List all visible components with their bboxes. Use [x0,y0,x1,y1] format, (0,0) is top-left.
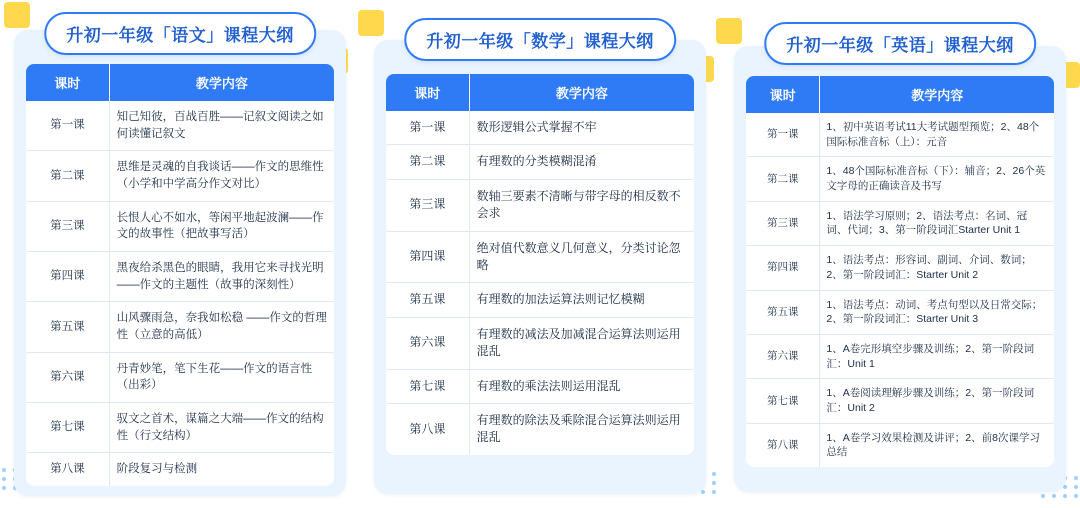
cell-content: 长恨人心不如水，等闲平地起波澜——作文的故事性（把故事写活） [109,201,334,251]
cell-content: 数形逻辑公式掌握不牢 [469,111,694,145]
syllabus-table-math [386,74,694,455]
cell-lesson: 第六课 [26,352,109,402]
table-row [26,352,334,402]
cell-content: 有理数的分类模糊混淆 [469,145,694,179]
cell-content: 山风骤雨急，奈我如松稳 ——作文的哲理性（立意的高低） [109,302,334,352]
cell-lesson: 第一课 [26,101,109,151]
cell-content: 有理数的加法运算法则记忆模糊 [469,283,694,317]
table-row [746,290,1054,334]
cell-lesson: 第四课 [386,231,469,283]
cell-content: 1、A卷阅读理解步骤及训练；2、第一阶段词汇：Unit 2 [820,379,1054,423]
table-row [386,111,694,145]
table-row [26,403,334,453]
cell-lesson: 第二课 [746,157,820,201]
decorative-square [358,10,384,36]
table-row [386,145,694,179]
cell-content: 丹青妙笔，笔下生花——作文的语言性（出彩） [109,352,334,402]
table-row [386,317,694,369]
cell-content: 阶段复习与检测 [116,463,198,476]
cell-content: 驭文之首术，谋篇之大端——作文的结构性（行文结构） [109,403,334,453]
cell-content: 1、初中英语考试11大考试题型预览；2、48个国际标准音标（上）：元音 [820,113,1054,157]
syllabus-table-english [746,76,1054,467]
cell-lesson: 第五课 [746,290,820,334]
cell-lesson: 第七课 [746,379,820,423]
cell-content: 黑夜给杀黑色的眼睛，我用它来寻找光明——作文的主题性（故事的深刻性） [109,252,334,302]
table-row [26,201,334,251]
decorative-square [716,18,742,44]
cell-lesson: 第二课 [26,151,109,201]
card-title-text: 升初一年级「语文」课程大纲 [66,26,294,45]
column-header-lesson: 课时 [26,64,109,101]
table-header-row [746,76,1054,113]
cell-content: 1、语法考点：形容词、副词、介词、数词；2、第一阶段词汇：Starter Unit 2 [820,246,1054,290]
table-row [746,334,1054,378]
cell-lesson: 第八课 [26,453,109,486]
cell-content: 有理数的减法及加减混合运算法则运用混乱 [469,317,694,369]
cell-content: 有理数的除法及乘除混合运算法则运用混乱 [476,412,681,445]
table-row [746,379,1054,423]
cell-lesson: 第七课 [386,369,469,403]
cell-content: 思维是灵魂的自我谈话——作文的思维性（小学和中学高分作文对比） [109,151,334,201]
cell-lesson: 第一课 [386,111,469,145]
table-row [26,252,334,302]
cell-lesson: 第一课 [746,113,820,157]
column-header-lesson: 课时 [746,76,820,113]
column-header-lesson: 课时 [386,74,469,111]
cell-lesson: 第六课 [746,334,820,378]
cell-content: 绝对值代数意义几何意义，分类讨论忽略 [469,231,694,283]
decorative-square [4,2,30,28]
column-header-content: 教学内容 [820,76,1054,113]
table-row [26,151,334,201]
column-header-content: 教学内容 [109,64,334,101]
table-header-row [386,74,694,111]
table-row [386,179,694,231]
cell-content: 1、48个国际标准音标（下）：辅音；2、26个英文字母的正确读音及书写 [820,157,1054,201]
cell-lesson: 第五课 [386,283,469,317]
table-row [26,302,334,352]
card-title-english [764,22,1036,65]
cell-lesson: 第三课 [386,179,469,231]
syllabus-column-english [720,0,1080,508]
table-row [386,283,694,317]
cell-lesson: 第二课 [386,145,469,179]
cell-lesson: 第五课 [26,302,109,352]
card-title-text: 升初一年级「英语」课程大纲 [786,36,1014,55]
table-row [386,403,694,454]
table-row [26,101,334,151]
table-row [26,453,334,486]
cell-content: 1、语法考点：动词、考点句型以及日常交际；2、第一阶段词汇：Starter Unit 3 [820,290,1054,334]
cell-content: 1、语法学习原则；2、语法考点：名词、冠词、代词；3、第一阶段词汇Starter Unit 1 [820,201,1054,245]
syllabus-table-chinese [26,64,334,486]
cell-lesson: 第七课 [26,403,109,453]
column-header-content: 教学内容 [469,74,694,111]
cell-lesson: 第四课 [746,246,820,290]
syllabus-card-math [374,40,706,494]
table-row [386,231,694,283]
table-row [746,113,1054,157]
syllabus-card-english [734,46,1066,492]
syllabus-column-math [360,0,720,508]
cell-content: 数轴三要素不清晰与带字母的相反数不会求 [469,179,694,231]
cell-lesson: 第三课 [746,201,820,245]
cell-content: 有理数的乘法法则运用混乱 [469,369,694,403]
syllabus-card-chinese [14,30,346,496]
card-title-text: 升初一年级「数学」课程大纲 [426,32,654,51]
table-row [746,201,1054,245]
cell-lesson: 第六课 [386,317,469,369]
table-row [746,423,1054,467]
table-header-row [26,64,334,101]
cell-lesson: 第三课 [26,201,109,251]
syllabus-column-chinese [0,0,360,508]
cell-content: 1、A卷完形填空步骤及训练；2、第一阶段词汇：Unit 1 [820,334,1054,378]
cell-content: 1、A卷学习效果检测及讲评；2、前8次课学习总结 [826,431,1040,459]
table-row [746,246,1054,290]
table-row [746,157,1054,201]
cell-content: 知己知彼，百战百胜——记叙文阅读之如何读懂记叙文 [109,101,334,151]
cell-lesson: 第八课 [746,423,820,467]
cell-lesson: 第八课 [386,403,469,454]
table-row [386,369,694,403]
cell-lesson: 第四课 [26,252,109,302]
card-title-chinese [44,12,316,55]
card-title-math [404,18,676,61]
